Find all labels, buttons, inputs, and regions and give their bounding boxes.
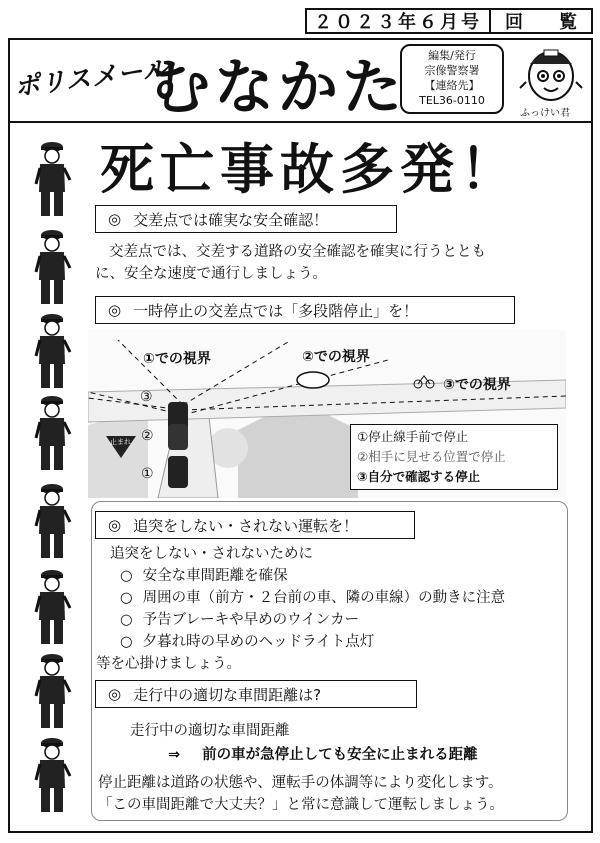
masthead-title: むなかた xyxy=(150,53,406,123)
stop-sign-text: 止まれ xyxy=(110,438,131,446)
mascot-icon xyxy=(516,42,586,104)
position-marker: ③ xyxy=(140,389,153,405)
police-officer-icon xyxy=(32,228,72,308)
section-heading: ◎ 走行中の適切な車間距離は? xyxy=(95,680,417,708)
list-item: ○ 夕暮れ時の早めのヘッドライト点灯 xyxy=(120,634,375,650)
police-officer-icon xyxy=(32,140,72,220)
issue-date: ２０２３年６月号 xyxy=(307,10,491,32)
list-item: ○ 予告ブレーキや早めのウインカー xyxy=(120,612,360,628)
mascot-name: ふっけい君 xyxy=(520,108,570,119)
section-body: 停止距離は道路の状態や、運転手の体調等により変化します。 「この車間距離で大丈夫？」と常に意識して運転しましょう。 xyxy=(98,775,504,813)
police-officer-icon xyxy=(32,482,72,562)
publisher-box: 編集/発行 宗像警察署 【連絡先】 TEL36-0110 xyxy=(400,44,504,114)
section-heading: ◎ 追突をしない・されない運転を！ xyxy=(95,511,415,539)
masthead-series: ポリスメール xyxy=(12,53,171,102)
tips-list: 追突をしない・されないために ○ 安全な車間距離を確保 ○ 周囲の車（前方・２台前の車、隣の車線）の動きに注意 ○ 予告ブレーキや早めのウインカー ○ 夕暮れ時の早めのヘッドライト点灯 等を心掛けましょう。 xyxy=(96,546,506,672)
position-marker: ② xyxy=(141,428,154,444)
circulation-label: 回 覧 xyxy=(505,12,577,33)
section-heading: ◎ 一時停止の交差点では「多段階停止」を！ xyxy=(95,296,515,324)
section-heading: ◎ 交差点では確実な安全確認！ xyxy=(95,205,397,233)
issue-header xyxy=(305,8,593,34)
list-item: ○ 安全な車間距離を確保 xyxy=(120,568,288,584)
headline: 死亡事故多発！ xyxy=(100,138,520,201)
police-officer-icon xyxy=(32,568,72,648)
definition-text: ⇒ 前の車が急停止しても安全に止まれる距離 xyxy=(168,747,478,763)
stop-steps-box: ①停止線手前で停止 ②相手に見せる位置で停止 ③自分で確認する停止 xyxy=(350,424,558,490)
list-item: ○ 周囲の車（前方・２台前の車、隣の車線）の動きに注意 xyxy=(120,590,506,606)
view-label: ①での視界 xyxy=(143,351,211,367)
police-officer-icon xyxy=(32,736,72,816)
position-marker: ① xyxy=(141,466,154,482)
section-body: 交差点では、交差する道路の安全確認を確実に行うととも に、安全な速度で通行しましょう。 xyxy=(95,244,486,282)
definition-label: 走行中の適切な車間距離 xyxy=(130,723,290,739)
police-officer-icon xyxy=(32,652,72,732)
view-label: ③での視界 xyxy=(443,377,511,393)
police-officer-icon xyxy=(32,312,72,392)
police-officer-icon xyxy=(32,394,72,474)
view-label: ②での視界 xyxy=(302,349,370,365)
